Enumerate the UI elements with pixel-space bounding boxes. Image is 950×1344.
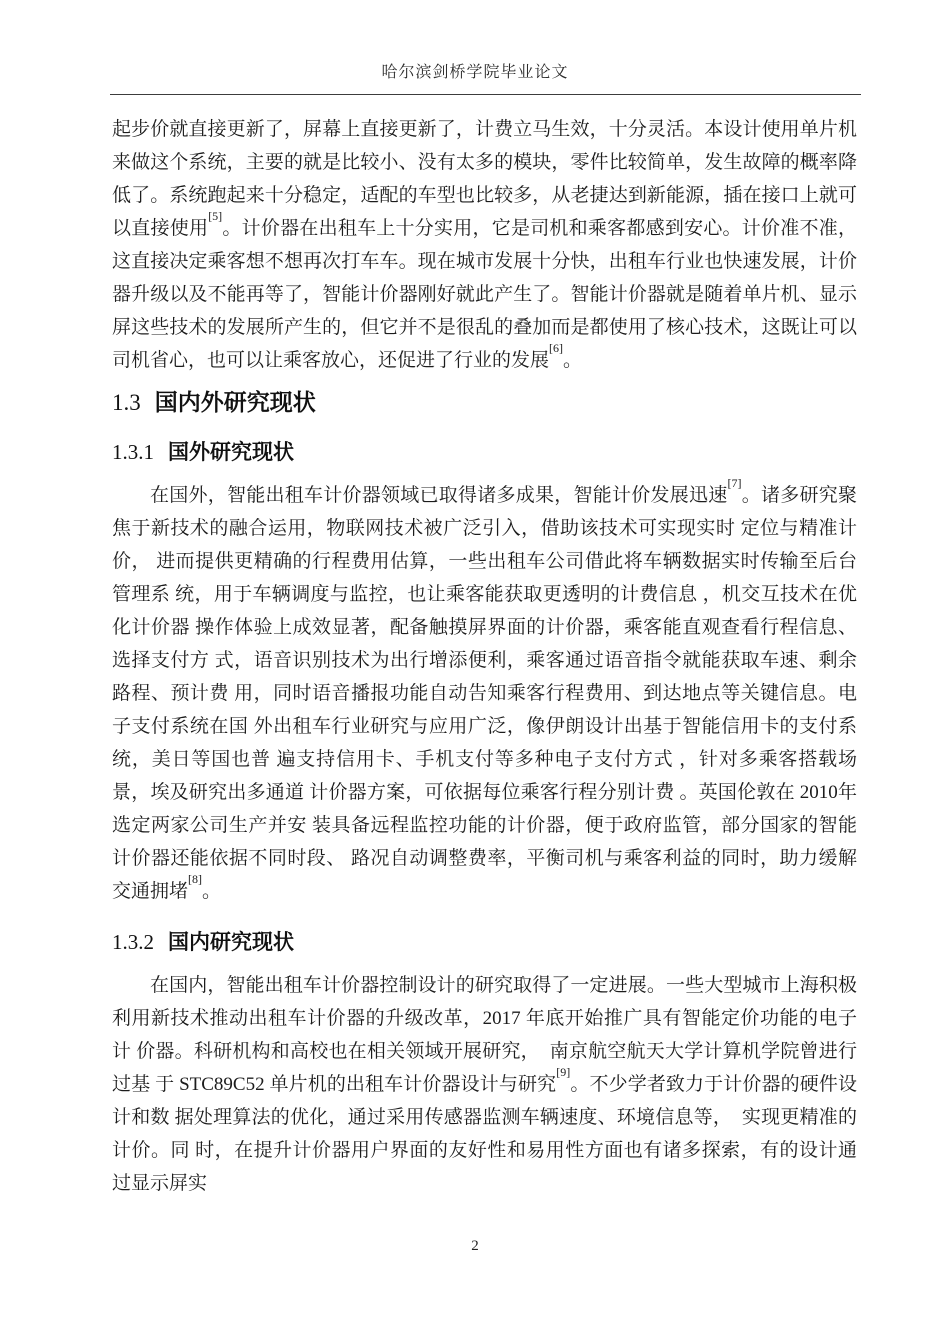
paragraph-text: 。 (202, 881, 222, 902)
paragraph-text: 在国外，智能出租车计价器领域已取得诸多成果，智能计价发展迅速 (150, 485, 728, 506)
heading-title: 国内研究现状 (168, 931, 294, 954)
paragraph-text: 在国内，智能出租车计价器控制设计的研究取得了一定进展。一些大型城市上海积极利用新技术推动出租车计价器的升级改革，2017 年底开始推广具有智能定价功能的电子计 价器。科研机构和高校也在相关领域开展研究， 南京航空航天大学计算机学院曾进行过基 于 STC89C52 单片机的出租车计价器设计与研究 (112, 975, 857, 1095)
citation-ref-9: [9] (556, 1064, 571, 1079)
page-number: 2 (471, 1238, 479, 1254)
page-footer (0, 1237, 950, 1255)
heading-title: 国内外研究现状 (154, 389, 316, 415)
page-header (0, 0, 950, 83)
heading-title: 国外研究现状 (168, 441, 294, 464)
header-rule (110, 94, 861, 95)
document-body (112, 113, 857, 1200)
paragraph-intro (112, 113, 857, 377)
running-head-title: 哈尔滨剑桥学院毕业论文 (381, 64, 569, 81)
citation-ref-5: [5] (208, 208, 223, 223)
paragraph-foreign-research (112, 475, 857, 908)
citation-ref-8: [8] (188, 871, 203, 886)
heading-subsection-1-3-2 (112, 928, 857, 957)
heading-number: 1.3 (112, 390, 141, 415)
heading-subsection-1-3-1 (112, 438, 857, 467)
paragraph-text: 起步价就直接更新了，屏幕上直接更新了，计费立马生效，十分灵活。本设计使用单片机来做这个系统，主要的就是比较小、没有太多的模块，零件比较简单，发生故障的概率降低了。系统跑起来十分稳定，适配的车型也比较多，从老捷达到新能源，插在接口上就可以直接使用 (112, 119, 857, 239)
heading-section-1-3 (112, 387, 857, 418)
heading-number: 1.3.2 (112, 930, 154, 954)
paragraph-text: 。不少学者致力于计价器的硬件设计和数 据处理算法的优化，通过采用传感器监测车辆速度、环境信息等， 实现更精准的计价。同 时，在提升计价器用户界面的友好性和易用性方面也有诸多探索，有的设计通过显示屏实 (112, 1074, 857, 1194)
heading-number: 1.3.1 (112, 440, 154, 464)
citation-ref-6: [6] (549, 340, 564, 355)
paragraph-text: 。计价器在出租车上十分实用，它是司机和乘客都感到安心。计价准不准，这直接决定乘客想不想再次打车车。现在城市发展十分快，出租车行业也快速发展，计价器升级以及不能再等了，智能计价器刚好就此产生了。智能计价器就是随着单片机、显示屏这些技术的发展所产生的，但它并不是很乱的叠加而是都使用了核心技术，这既让可以司机省心，也可以让乘客放心，还促进了行业的发展 (112, 218, 857, 371)
paragraph-text: 。 (563, 350, 583, 371)
citation-ref-7: [7] (727, 475, 742, 490)
paragraph-text: 。诸多研究聚焦于新技术的融合运用，物联网技术被广泛引入，借助该技术可实现实时 定位与精准计价， 进而提供更精确的行程费用估算，一些出租车公司借此将车辆数据实时传输至后台管理系 统，用于车辆调度与监控，也让乘客能获取更透明的计费信息 ，机交互技术在优化计价器 操作体验上成效显著，配备触摸屏界面的计价器，乘客能直观查看行程信息、选择支付方 式，语音识别技术为出行增添便利，乘客通过语音指令就能获取车速、剩余路程、预计费 用，同时语音播报功能自动告知乘客行程费用、到达地点等关键信息。电子支付系统在国 外出租车行业研究与应用广泛，像伊朗设计出基于智能信用卡的支付系统，美日等国也普 遍支持信用卡、手机支付等多种电子支付方式 ，针对多乘客搭载场景，埃及研究出多通道 计价器方案，可依据每位乘客行程分别计费 。英国伦敦在 2010年选定两家公司生产并安 装具备远程监控功能的计价器，便于政府监管，部分国家的智能计价器还能依据不同时段、 路况自动调整费率，平衡司机与乘客利益的同时，助力缓解交通拥堵 (112, 485, 857, 902)
paragraph-domestic-research (112, 969, 857, 1200)
